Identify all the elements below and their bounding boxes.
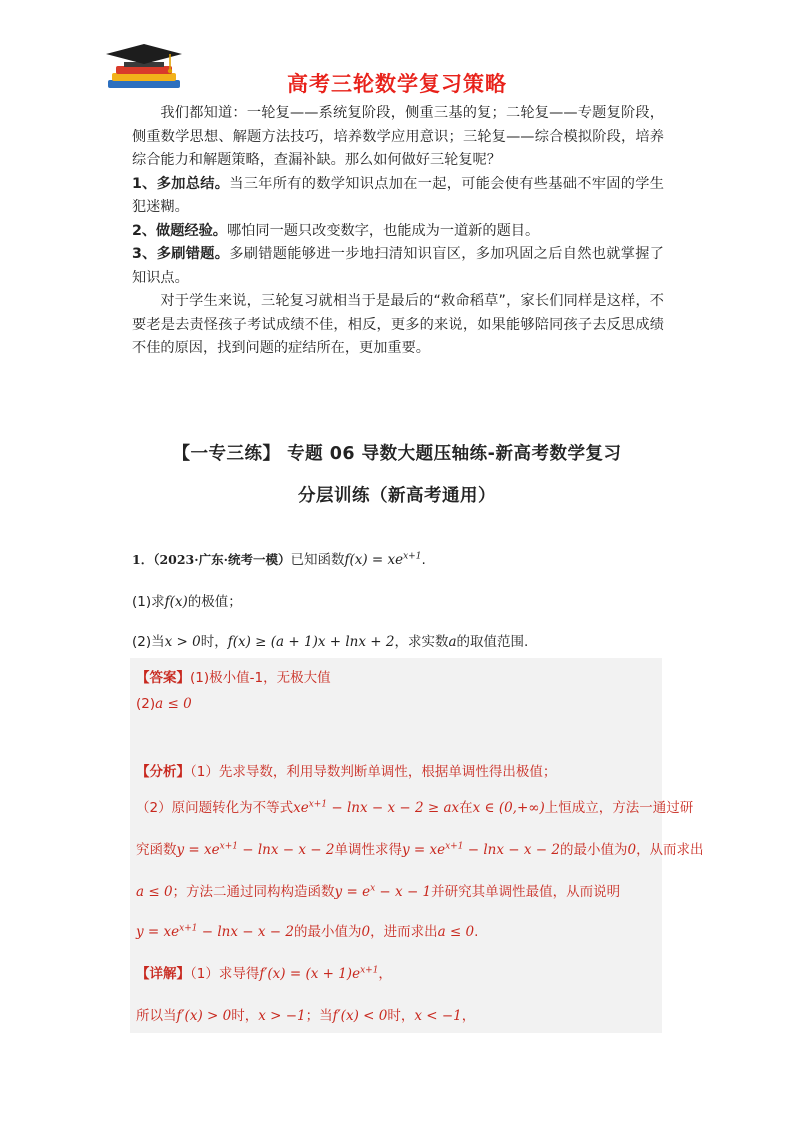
detail-line-2 bbox=[136, 1004, 662, 1024]
detail-2-math2: x > −1 bbox=[258, 1008, 306, 1024]
part-1-suffix: 的极值； bbox=[187, 594, 242, 610]
analysis-3a: 究函数 bbox=[136, 842, 177, 858]
tip-3-label: 3、多刷错题。 bbox=[132, 246, 230, 262]
detail-2-end: ， bbox=[461, 1008, 476, 1024]
tip-3-text: 多刷错题能够进一步地扫清知识盲区，多加巩固之后自然也就掌握了知识点。 bbox=[132, 246, 664, 286]
analysis-line-5 bbox=[136, 920, 662, 940]
analysis-5-math1: y = xe bbox=[136, 924, 180, 940]
problem-function-exponent: x+1 bbox=[403, 551, 422, 562]
problem-part-1 bbox=[132, 590, 664, 610]
detail-2-math3: f′(x) < 0 bbox=[332, 1008, 388, 1024]
analysis-line-2 bbox=[136, 796, 694, 816]
analysis-2-math1b: − lnx − x − 2 ≥ ax bbox=[327, 800, 460, 816]
tip-1-text: 当三年所有的数学知识点加在一起，可能会使有些基础不牢固的学生犯迷糊。 bbox=[132, 175, 664, 215]
detail-1-exp: x+1 bbox=[360, 965, 379, 976]
analysis-3b: 单调性求得 bbox=[334, 842, 402, 858]
analysis-2-math1: xe bbox=[293, 800, 309, 816]
problem-stem: 已知函数 bbox=[290, 552, 345, 568]
analysis-3d: ，从而求出 bbox=[636, 842, 704, 858]
analysis-4-math2: y = e bbox=[334, 884, 371, 900]
answer-label: 【答案】 bbox=[136, 670, 190, 686]
answer-part-2-prefix: (2) bbox=[136, 696, 156, 712]
detail-line-1 bbox=[136, 962, 662, 982]
part-1-fx: f(x) bbox=[164, 594, 188, 610]
analysis-5a: 的最小值为 bbox=[293, 924, 362, 940]
analysis-5-zero: 0 bbox=[361, 924, 371, 940]
tip-2-label: 2、做题经验。 bbox=[132, 222, 227, 239]
detail-2a: 所以当 bbox=[136, 1008, 177, 1024]
part-2-inequality: f(x) ≥ (a + 1)x + lnx + 2 bbox=[227, 634, 395, 650]
intro-section bbox=[132, 102, 664, 361]
analysis-line-3 bbox=[136, 838, 704, 858]
part-2-mid: 时， bbox=[200, 634, 228, 650]
document-title: 高考三轮数学复习策略 bbox=[287, 72, 507, 96]
part-1-prefix: (1)求 bbox=[132, 594, 165, 610]
problem-part-2 bbox=[132, 630, 664, 650]
detail-label: 【详解】 bbox=[136, 966, 190, 982]
problem-statement: 1．（2023·广东·统考一模）已知函数$f(x) = xe^{x+1}$. bbox=[132, 551, 426, 568]
analysis-3-math1: y = xe bbox=[176, 842, 220, 858]
answer-part-1: (1)极小值-1，无极大值 bbox=[190, 670, 331, 686]
analysis-3-math1b: − lnx − x − 2 bbox=[237, 842, 335, 858]
analysis-4-exp: x bbox=[370, 883, 376, 894]
tip-1 bbox=[132, 173, 664, 220]
section-heading-line1: 【一专三练】 专题 06 导数大题压轴练-新高考数学复习 bbox=[172, 444, 622, 464]
analysis-5-end: . bbox=[474, 924, 479, 940]
problem-function: f(x) = xe bbox=[344, 552, 404, 568]
analysis-5-math2: a ≤ 0 bbox=[437, 924, 475, 940]
detail-2b: 时， bbox=[231, 1008, 259, 1024]
analysis-4-math1: a ≤ 0 bbox=[136, 884, 173, 900]
analysis-2a: （2）原问题转化为不等式 bbox=[136, 800, 294, 816]
tip-2 bbox=[132, 220, 664, 244]
analysis-2c: 上恒成立，方法一通过研 bbox=[544, 800, 694, 816]
analysis-3-exp2: x+1 bbox=[445, 841, 464, 852]
detail-2-math1: f′(x) > 0 bbox=[176, 1008, 232, 1024]
analysis-line-1 bbox=[136, 760, 662, 780]
problem-number: 1． bbox=[132, 552, 154, 567]
part-2-end: 的取值范围. bbox=[456, 634, 529, 650]
analysis-3-zero: 0 bbox=[627, 842, 637, 858]
analysis-2b: 在 bbox=[459, 800, 473, 816]
analysis-3-exp1: x+1 bbox=[219, 841, 238, 852]
detail-2-math4: x < −1 bbox=[414, 1008, 462, 1024]
detail-2d: 时， bbox=[387, 1008, 415, 1024]
tip-2-text: 哪怕同一题只改变数字，也能成为一道新的题目。 bbox=[227, 222, 540, 239]
analysis-5-exp: x+1 bbox=[179, 923, 198, 934]
analysis-5b: ，进而求出 bbox=[370, 924, 438, 940]
analysis-text-1: （1）先求导数，利用导数判断单调性，根据单调性得出极值； bbox=[190, 764, 557, 780]
analysis-4-math2b: − x − 1 bbox=[375, 884, 432, 900]
analysis-4b: 并研究其单调性最值，从而说明 bbox=[431, 884, 621, 900]
analysis-2-math2: x ∈ (0,+∞) bbox=[472, 800, 545, 816]
part-2-variable: a bbox=[448, 634, 457, 650]
detail-1a: （1）求导得 bbox=[190, 966, 260, 982]
analysis-line-4 bbox=[136, 880, 662, 900]
analysis-2-exp1: x+1 bbox=[308, 799, 328, 810]
tip-1-label: 1、多加总结。 bbox=[132, 175, 230, 192]
answer-line-1 bbox=[136, 666, 662, 686]
detail-1-end: ， bbox=[378, 966, 392, 982]
analysis-3-math2: y = xe bbox=[401, 842, 446, 858]
section-heading-line2: 分层训练（新高考通用） bbox=[298, 486, 496, 506]
answer-line-2 bbox=[136, 696, 662, 712]
answer-part-2-math: a ≤ 0 bbox=[155, 696, 192, 712]
analysis-label: 【分析】 bbox=[136, 764, 190, 780]
detail-2c: ；当 bbox=[305, 1008, 333, 1024]
detail-1-math: f′(x) = (x + 1)e bbox=[259, 966, 361, 982]
analysis-5-math1b: − lnx − x − 2 bbox=[197, 924, 294, 940]
tip-3 bbox=[132, 243, 664, 290]
analysis-3c: 的最小值为 bbox=[559, 842, 628, 858]
intro-paragraph: 我们都知道：一轮复——系统复阶段，侧重三基的复；二轮复——专题复阶段，侧重数学思想、解题方法技巧，培养数学应用意识；三轮复——综合模拟阶段，培养综合能力和解题策略，查漏补缺。那么如何做好三轮复呢？ bbox=[132, 105, 664, 168]
part-2-prefix: (2)当 bbox=[132, 634, 165, 650]
closing-paragraph: 对于学生来说，三轮复习就相当于是最后的“救命稻草”，家长们同样是这样，不要老是去责怪孩子考试成绩不佳，相反，更多的来说，如果能够陪同孩子去反思成绩不佳的原因，找到问题的症结所在，更加重要。 bbox=[132, 293, 664, 356]
problem-source: （2023·广东·统考一模） bbox=[153, 552, 291, 567]
analysis-3-math2b: − lnx − x − 2 bbox=[463, 842, 560, 858]
analysis-4a: ；方法二通过同构构造函数 bbox=[172, 884, 335, 900]
part-2-condition: x > 0 bbox=[164, 634, 201, 650]
part-2-suffix: ，求实数 bbox=[394, 634, 449, 650]
